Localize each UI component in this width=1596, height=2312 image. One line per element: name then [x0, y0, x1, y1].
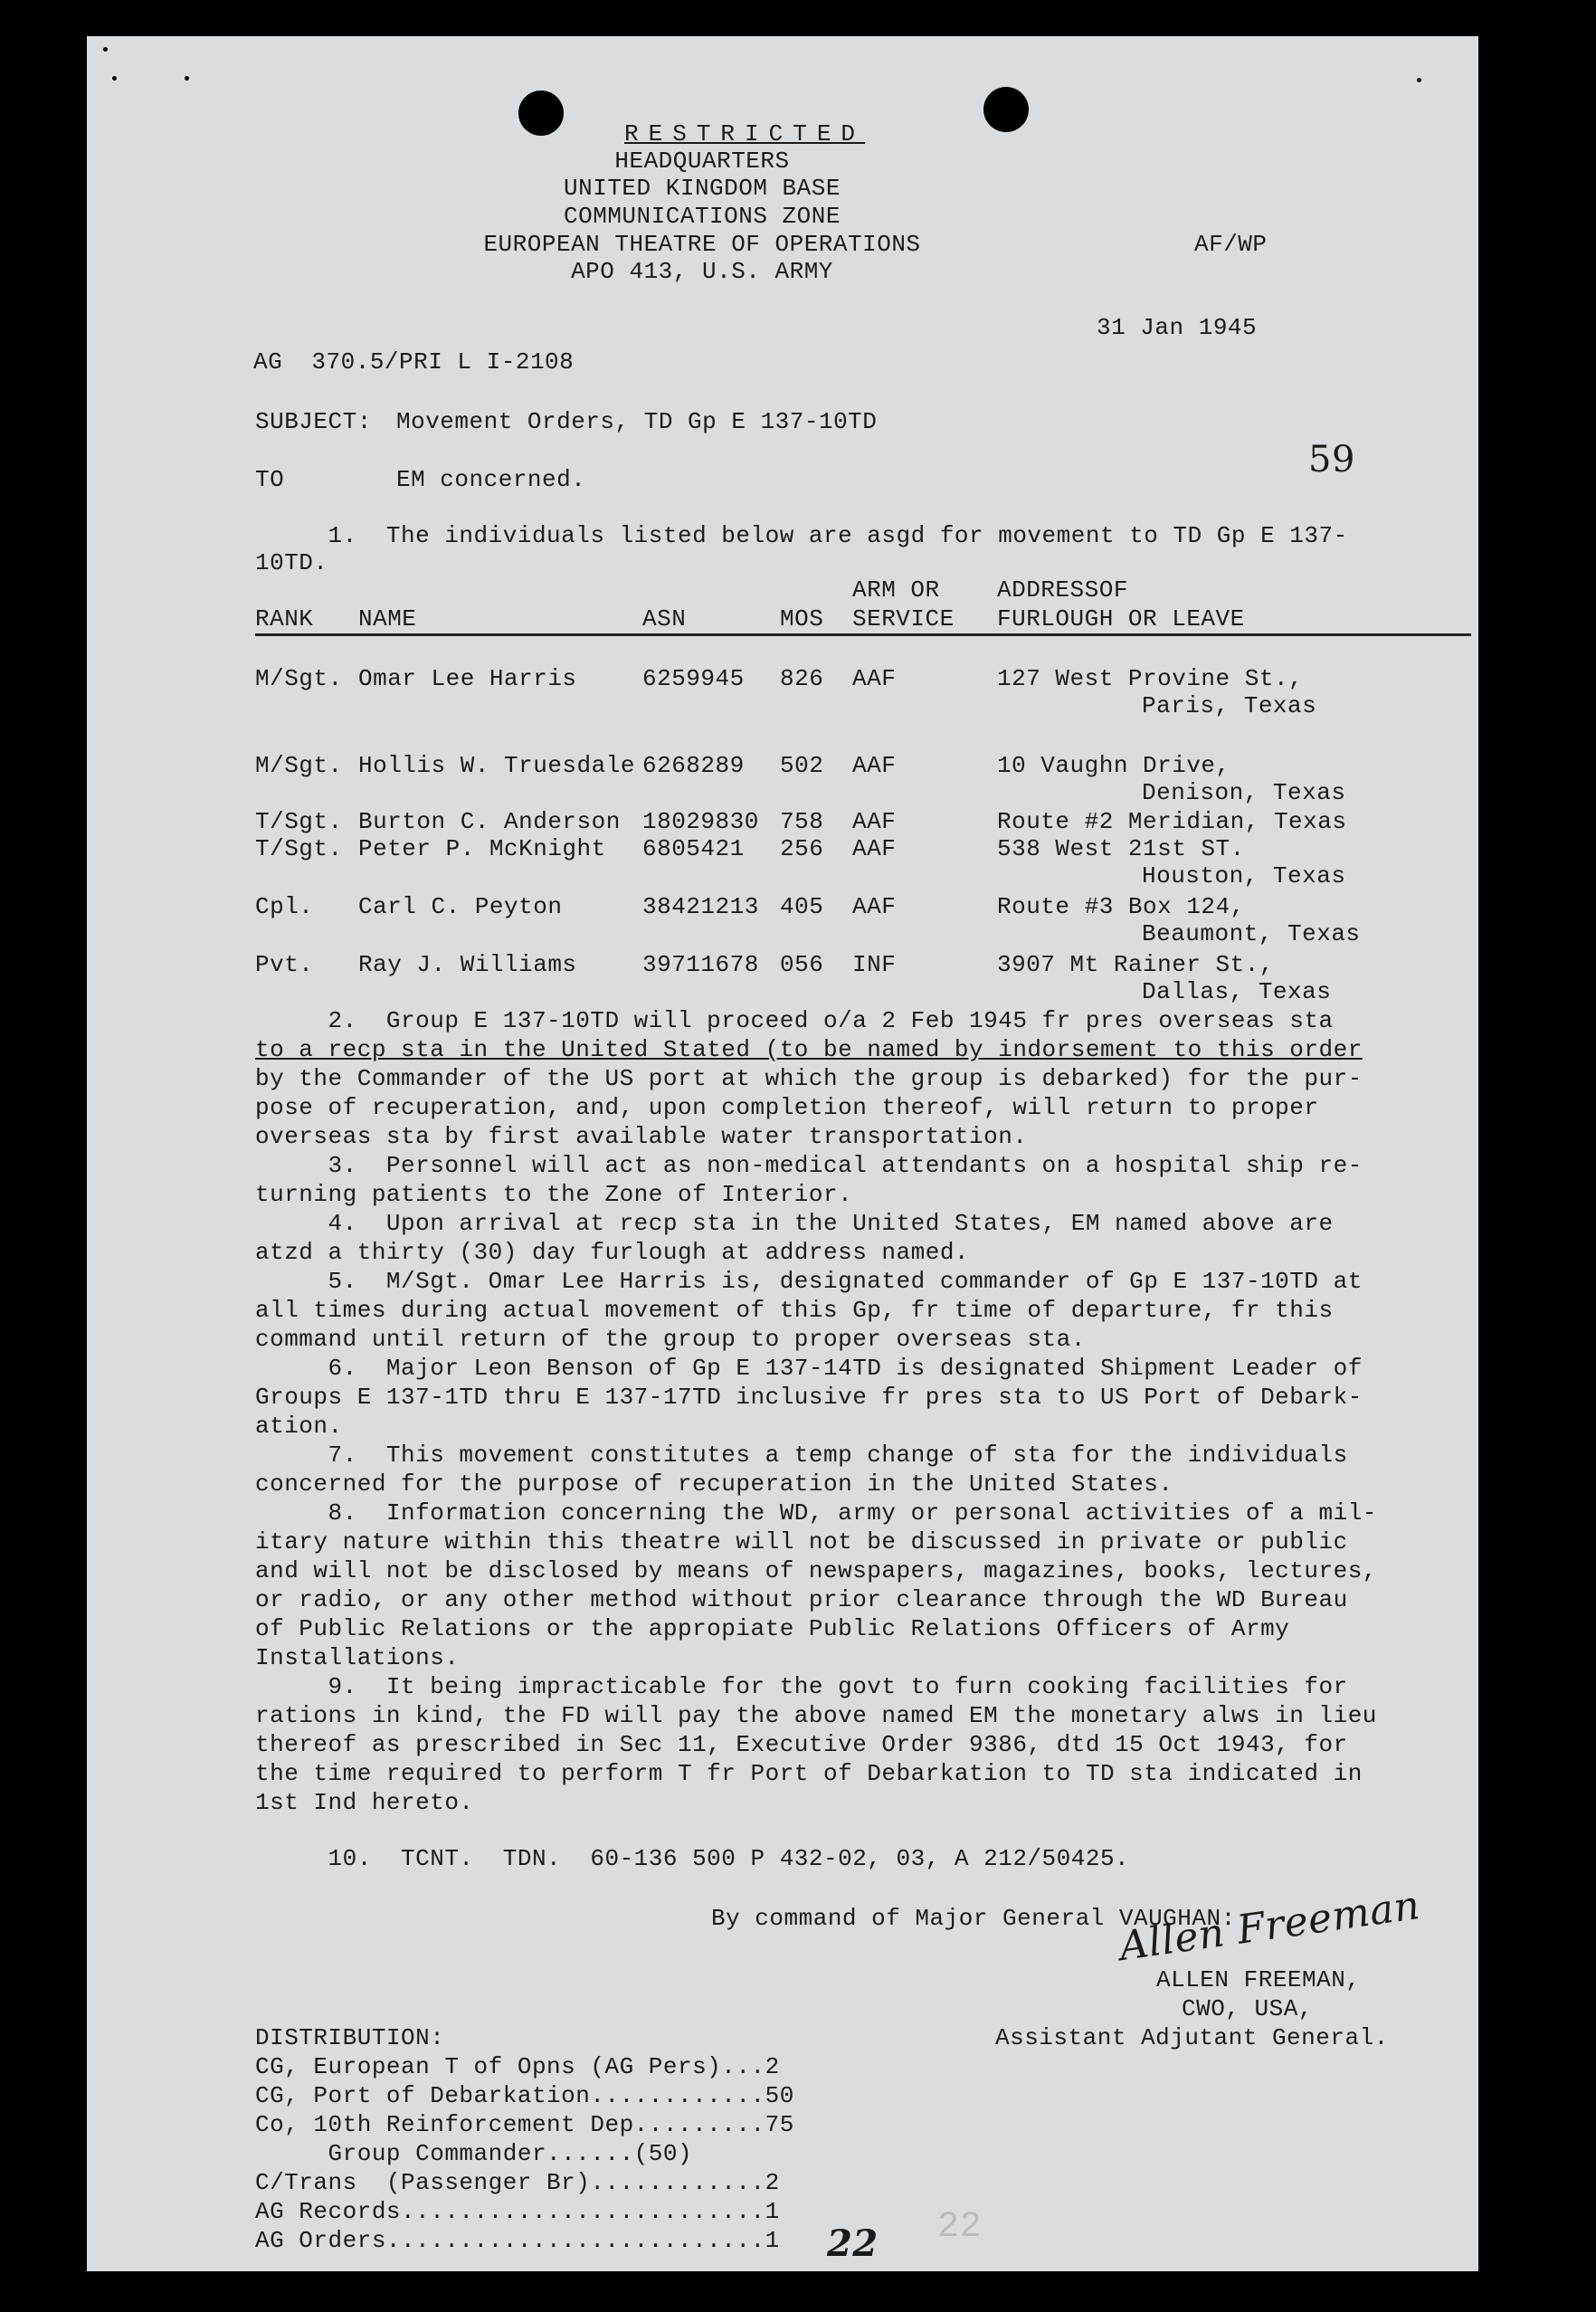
page-number: 59: [1308, 439, 1355, 480]
distribution-line: CG, European T of Opns (AG Pers)...2: [255, 2053, 780, 2080]
command-line: By command of Major General VAUGHAN:: [711, 1905, 1236, 1932]
address-cell: 10 Vaughn Drive,: [997, 752, 1230, 779]
mos-cell: 758: [780, 808, 824, 835]
service-cell: INF: [852, 951, 897, 978]
punch-hole-right: [983, 87, 1029, 132]
rank-cell: T/Sgt.: [255, 808, 343, 835]
name-cell: Omar Lee Harris: [358, 665, 577, 692]
address-city-cell: Houston, Texas: [1142, 862, 1346, 890]
asn-cell: 38421213: [642, 893, 759, 920]
name-cell: Peter P. McKnight: [358, 835, 606, 862]
body-line: and will not be disclosed by means of newspapers, magazines, books, lectures,: [255, 1557, 1377, 1584]
column-header-mos: MOS: [780, 605, 824, 633]
mos-cell: 056: [780, 951, 824, 978]
address-cell: 127 West Provine St.,: [997, 665, 1304, 692]
body-line: itary nature within this theatre will not be discussed in private or public: [255, 1528, 1348, 1556]
distribution-line: Co, 10th Reinforcement Dep.........75: [255, 2111, 794, 2138]
subject-text: Movement Orders, TD Gp E 137-10TD: [396, 408, 878, 435]
body-line: overseas sta by first available water transportation.: [255, 1123, 1028, 1150]
name-cell: Carl C. Peyton: [358, 893, 563, 920]
body-line: all times during actual movement of this Gp, fr time of departure, fr this: [255, 1297, 1334, 1324]
document-date: 31 Jan 1945: [1097, 314, 1258, 341]
asn-cell: 6805421: [642, 835, 745, 862]
column-header-address: ADDRESSOF: [997, 576, 1128, 604]
column-header-asn: ASN: [642, 605, 687, 633]
to-text: EM concerned.: [396, 466, 586, 493]
mos-cell: 256: [780, 835, 824, 862]
body-line: pose of recuperation, and, upon completion thereof, will return to proper: [255, 1094, 1319, 1121]
column-header-furlough: FURLOUGH OR LEAVE: [997, 605, 1245, 633]
body-line: concerned for the purpose of recuperation in the United States.: [255, 1470, 1173, 1498]
name-cell: Hollis W. Truesdale: [358, 752, 635, 779]
service-cell: AAF: [852, 893, 897, 920]
body-line: or radio, or any other method without prior clearance through the WD Bureau: [255, 1586, 1348, 1613]
distribution-label: DISTRIBUTION:: [255, 2024, 445, 2051]
body-line: 6. Major Leon Benson of Gp E 137-14TD is designated Shipment Leader of: [255, 1355, 1363, 1382]
handwritten-page-mark: 22: [827, 2222, 879, 2265]
body-line: turning patients to the Zone of Interior.: [255, 1181, 853, 1208]
body-line: atzd a thirty (30) day furlough at address named.: [255, 1239, 970, 1266]
file-reference: AG 370.5/PRI L I-2108: [253, 348, 575, 376]
paragraph-1: 10TD.: [255, 549, 328, 576]
address-city-cell: Beaumont, Texas: [1142, 920, 1361, 947]
column-header-arm: ARM OR: [852, 576, 940, 604]
header-line: APO 413, U.S. ARMY: [571, 258, 833, 285]
distribution-line: Group Commander......(50): [255, 2140, 693, 2167]
service-cell: AAF: [852, 835, 897, 862]
mos-cell: 405: [780, 893, 824, 920]
name-cell: Ray J. Williams: [358, 951, 577, 978]
header-line: UNITED KINGDOM BASE: [564, 175, 841, 202]
signer-rank: CWO, USA,: [1182, 1995, 1313, 2022]
speck: [1417, 78, 1421, 82]
asn-cell: 6268289: [642, 752, 745, 779]
distribution-line: C/Trans (Passenger Br)............2: [255, 2169, 780, 2196]
address-cell: 538 West 21st ST.: [997, 835, 1245, 862]
mos-cell: 502: [780, 752, 824, 779]
header-line: COMMUNICATIONS ZONE: [564, 203, 841, 230]
handwritten-signature: Allen Freeman: [1116, 1881, 1423, 1971]
address-cell: Route #2 Meridian, Texas: [997, 808, 1347, 835]
rank-cell: M/Sgt.: [255, 665, 343, 692]
header-line: HEADQUARTERS: [614, 147, 790, 175]
rank-cell: Pvt.: [255, 951, 314, 978]
distribution-line: CG, Port of Debarkation............50: [255, 2082, 794, 2109]
signer-title: Assistant Adjutant General.: [995, 2024, 1389, 2051]
body-line: 2. Group E 137-10TD will proceed o/a 2 Feb 1945 fr pres overseas sta: [255, 1007, 1334, 1034]
asn-cell: 39711678: [642, 951, 759, 978]
body-line: 4. Upon arrival at recp sta in the United States, EM named above are: [255, 1210, 1334, 1237]
body-line: ation.: [255, 1413, 343, 1440]
body-line: 7. This movement constitutes a temp change of sta for the individuals: [255, 1441, 1348, 1469]
office-code: AF/WP: [1194, 231, 1268, 258]
address-city-cell: Paris, Texas: [1142, 692, 1317, 719]
address-city-cell: Denison, Texas: [1142, 779, 1346, 806]
body-line: Groups E 137-1TD thru E 137-17TD inclusive fr pres sta to US Port of Debark-: [255, 1384, 1363, 1411]
body-line: by the Commander of the US port at which the group is debarked) for the pur-: [255, 1065, 1363, 1092]
body-line: 8. Information concerning the WD, army or personal activities of a mil-: [255, 1499, 1377, 1527]
body-line: 5. M/Sgt. Omar Lee Harris is, designated commander of Gp E 137-10TD at: [255, 1268, 1363, 1295]
column-header-name: NAME: [358, 605, 417, 633]
paragraph-1: 1. The individuals listed below are asgd for movement to TD Gp E 137-: [255, 522, 1348, 549]
body-line: 1st Ind hereto.: [255, 1789, 474, 1816]
body-line: the time required to perform T fr Port of Debarkation to TD sta indicated in: [255, 1760, 1363, 1787]
speck: [103, 47, 108, 52]
body-line: of Public Relations or the appropiate Public Relations Officers of Army: [255, 1615, 1290, 1642]
body-line: 3. Personnel will act as non-medical attendants on a hospital ship re-: [255, 1152, 1363, 1179]
faint-page-mark: 22: [937, 2207, 983, 2248]
rank-cell: M/Sgt.: [255, 752, 343, 779]
mos-cell: 826: [780, 665, 824, 692]
to-label: TO: [255, 466, 285, 493]
service-cell: AAF: [852, 808, 897, 835]
column-header-rank: RANK: [255, 605, 314, 633]
address-city-cell: Dallas, Texas: [1142, 978, 1332, 1005]
rank-cell: T/Sgt.: [255, 835, 343, 862]
document-page: [87, 36, 1478, 2271]
body-line: command until return of the group to proper overseas sta.: [255, 1326, 1086, 1353]
classification-stamp: RESTRICTED: [624, 120, 866, 147]
column-header-service: SERVICE: [852, 605, 955, 633]
body-line: 10. TCNT. TDN. 60-136 500 P 432-02, 03, A 212/50425.: [255, 1845, 1130, 1872]
body-line: rations in kind, the FD will pay the above named EM the monetary alws in lieu: [255, 1702, 1377, 1729]
body-line: 9. It being impracticable for the govt to furn cooking facilities for: [255, 1673, 1348, 1700]
rank-cell: Cpl.: [255, 893, 314, 920]
table-header-rule: [255, 633, 1471, 636]
speck: [112, 76, 117, 81]
address-cell: 3907 Mt Rainer St.,: [997, 951, 1274, 978]
asn-cell: 6259945: [642, 665, 745, 692]
service-cell: AAF: [852, 665, 897, 692]
asn-cell: 18029830: [642, 808, 759, 835]
distribution-line: AG Records.........................1: [255, 2198, 780, 2225]
signer-name: ALLEN FREEMAN,: [1156, 1966, 1361, 1993]
name-cell: Burton C. Anderson: [358, 808, 621, 835]
subject-label: SUBJECT:: [255, 408, 372, 435]
speck: [185, 76, 189, 81]
body-line: to a recp sta in the United Stated (to be named by indorsement to this order: [255, 1036, 1363, 1063]
service-cell: AAF: [852, 752, 897, 779]
body-line: Installations.: [255, 1644, 460, 1671]
distribution-line: AG Orders..........................1: [255, 2227, 780, 2254]
address-cell: Route #3 Box 124,: [997, 893, 1245, 920]
header-line: EUROPEAN THEATRE OF OPERATIONS: [483, 231, 921, 258]
body-line: thereof as prescribed in Sec 11, Executive Order 9386, dtd 15 Oct 1943, for: [255, 1731, 1348, 1758]
punch-hole-left: [518, 90, 564, 136]
